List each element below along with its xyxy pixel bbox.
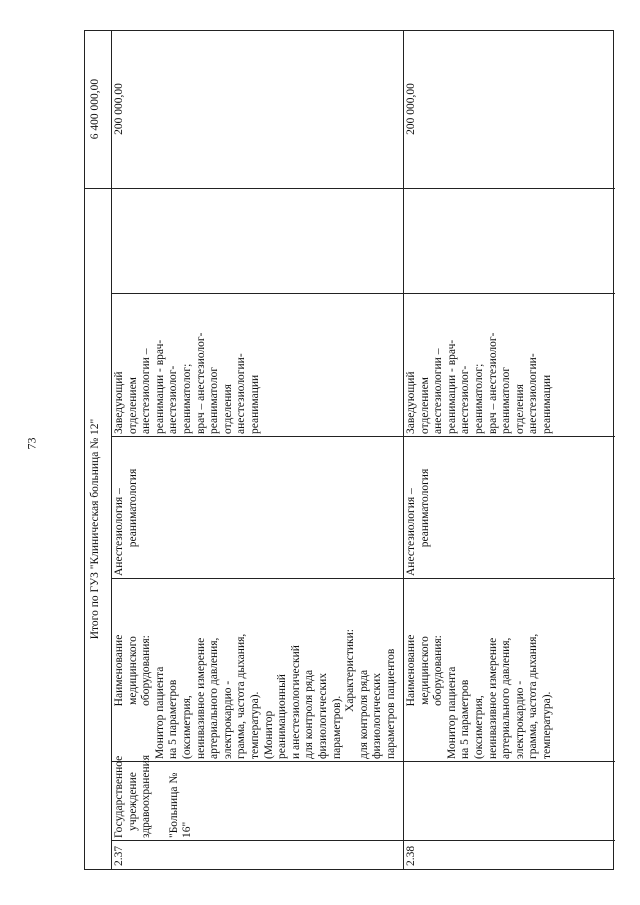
equipment-line: электрокардио - <box>513 680 526 759</box>
row-number: 2.37 <box>113 845 125 866</box>
equipment-line: Монитор пациента <box>445 666 458 759</box>
staff-line: врач – анестезиолог- <box>194 332 207 434</box>
equipment-line: на 5 параметров <box>459 679 472 759</box>
equipment-line: для контроля ряда <box>357 669 370 759</box>
equipment-line: и анестезиологический <box>289 645 302 759</box>
staff-line: реанимации <box>248 374 261 434</box>
staff-line: реанимации - врач- <box>445 339 458 434</box>
staff-line: реаниматолог <box>500 366 513 434</box>
equipment-line: параметров пациентов <box>384 648 397 759</box>
total-amount: 6 400 000,00 <box>89 78 101 140</box>
equipment-line: артериального давления, <box>500 637 513 759</box>
org-line: учреждение <box>126 772 139 831</box>
org-line: здравоохранения <box>140 754 153 838</box>
total-label: Итого по ГУЗ "Клиническая больница № 12" <box>89 418 101 640</box>
staff-line: анестезиологии – <box>432 348 445 434</box>
profile-line: реаниматология <box>418 468 431 548</box>
equipment-line: грамма, частота дыхания, <box>235 633 248 759</box>
staff-line: реанимации <box>540 374 553 434</box>
equipment-line: медицинского <box>126 636 139 705</box>
equipment-line: (Монитор <box>262 710 275 759</box>
equipment-line: параметров). <box>330 695 343 759</box>
equipment-line: оборудования: <box>140 635 153 706</box>
equipment-line: (оксиметрия, <box>472 695 485 759</box>
profile-line: реаниматология <box>126 468 139 548</box>
staff-cell <box>111 294 403 437</box>
staff-line: анестезиологии- <box>527 353 540 434</box>
org-cell <box>403 762 615 841</box>
rotated-table-page <box>84 30 614 870</box>
staff-line: отделением <box>126 377 139 434</box>
equipment-line: Наименование <box>113 634 125 707</box>
equipment-line: температура). <box>248 691 261 759</box>
amount-cell: 200 000,00 <box>113 83 125 135</box>
profile-cell <box>111 437 403 579</box>
empty-cell <box>111 189 403 294</box>
equipment-cell <box>403 579 615 762</box>
staff-line: Заведующий <box>405 371 417 434</box>
staff-line: врач – анестезиолог- <box>486 332 499 434</box>
equipment-line: грамма, частота дыхания, <box>527 633 540 759</box>
equipment-line: Наименование <box>405 634 417 707</box>
equipment-line: оборудования: <box>432 635 445 706</box>
equipment-line: Монитор пациента <box>153 666 166 759</box>
org-line: Государственное <box>113 755 125 838</box>
equipment-line: на 5 параметров <box>167 679 180 759</box>
equipment-line: неинвазивное измерение <box>486 637 499 759</box>
equipment-line: для контроля ряда <box>303 669 316 759</box>
equipment-line: физиологических <box>316 672 329 759</box>
budget-table <box>84 30 614 870</box>
equipment-line: физиологических <box>371 672 384 759</box>
staff-line: анестезиолог- <box>167 365 180 434</box>
equipment-line: Характеристики: <box>344 629 357 712</box>
org-cell <box>111 754 403 841</box>
staff-line: реаниматолог <box>208 366 221 434</box>
profile-cell <box>403 437 615 579</box>
equipment-line: неинвазивное измерение <box>194 637 207 759</box>
page-number: 73 <box>24 437 39 450</box>
staff-line: реаниматолог; <box>472 363 485 434</box>
staff-cell <box>403 294 615 437</box>
staff-line: анестезиологии – <box>140 348 153 434</box>
staff-line: Заведующий <box>113 371 125 434</box>
staff-line: реанимации - врач- <box>153 339 166 434</box>
equipment-line: (оксиметрия, <box>180 695 193 759</box>
amount-cell: 200 000,00 <box>405 83 417 135</box>
staff-line: отделения <box>221 384 234 434</box>
staff-line: реаниматолог; <box>180 363 193 434</box>
equipment-line: артериального давления, <box>208 637 221 759</box>
equipment-line: реанимационный <box>276 674 289 759</box>
org-line: "Больница № 16" <box>167 772 194 838</box>
empty-cell <box>403 189 615 294</box>
equipment-cell <box>111 579 403 762</box>
staff-line: анестезиологии- <box>235 353 248 434</box>
profile-line: Анестезиология – <box>405 488 417 576</box>
equipment-line: медицинского <box>418 636 431 705</box>
row-number: 2.38 <box>405 845 417 866</box>
equipment-line: температура). <box>540 691 553 759</box>
equipment-line: электрокардио - <box>221 680 234 759</box>
staff-line: отделением <box>418 377 431 434</box>
staff-line: отделения <box>513 384 526 434</box>
staff-line: анестезиолог- <box>459 365 472 434</box>
profile-line: Анестезиология – <box>113 488 125 576</box>
